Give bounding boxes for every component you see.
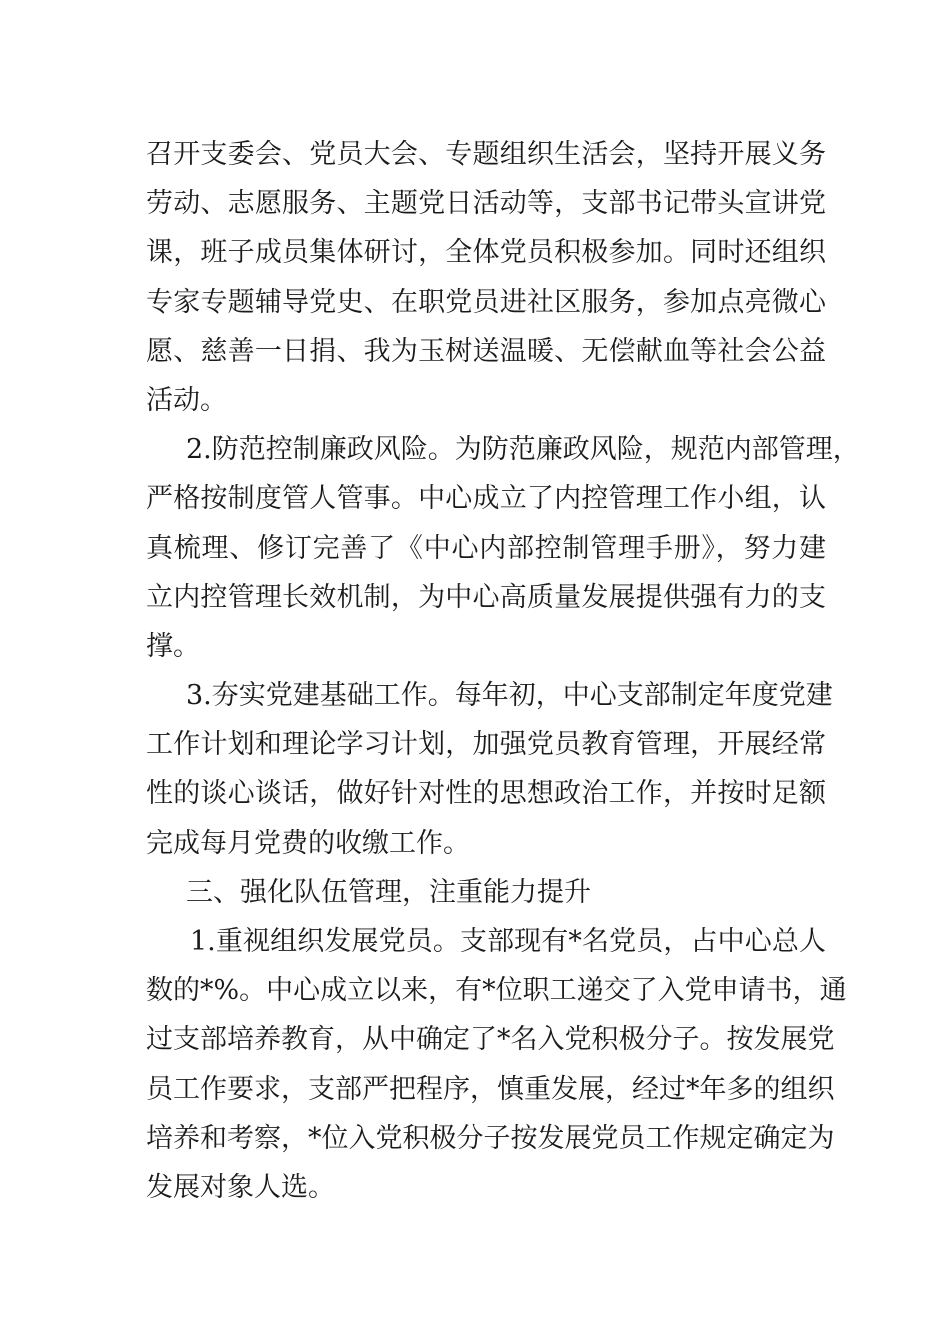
- text-line: 劳动、志愿服务、主题党日活动等，支部书记带头宣讲党: [146, 188, 826, 220]
- paragraph-party-building-basics: [146, 671, 833, 868]
- text-line: 完成每月党费的收缴工作。: [146, 827, 470, 859]
- text-line: 工作计划和理论学习计划，加强党员教育管理，开展经常: [146, 729, 826, 761]
- text-line: 1.重视组织发展党员。支部现有*名党员，占中心总人: [190, 926, 826, 957]
- text-line: 2.防范控制廉政风险。为防范廉政风险，规范内部管理，: [186, 434, 860, 466]
- section-heading-team-management: [146, 868, 826, 917]
- text-line: 3.夯实党建基础工作。每年初，中心支部制定年度党建: [186, 680, 833, 712]
- text-line: 召开支委会、党员大会、专题组织生活会，坚持开展义务: [146, 139, 826, 170]
- paragraph-party-activities: [146, 130, 826, 425]
- text-line: 活动。: [146, 384, 227, 416]
- text-line: 员工作要求，支部严把程序，慎重发展，经过*年多的组织: [146, 1073, 835, 1105]
- text-line: 过支部培养教育，从中确定了*名入党积极分子。按发展党: [146, 1024, 835, 1056]
- text-line: 数的*%。中心成立以来，有*位职工递交了入党申请书，通: [146, 975, 847, 1007]
- text-line: 性的谈心谈话，做好针对性的思想政治工作，并按时足额: [146, 778, 826, 810]
- text-line: 真梳理、修订完善了《中心内部控制管理手册》，努力建: [146, 532, 826, 564]
- section-heading: 三、强化队伍管理，注重能力提升: [186, 876, 591, 908]
- text-line: 课，班子成员集体研讨，全体党员积极参加。同时还组织: [146, 237, 826, 269]
- text-line: 严格按制度管人管事。中心成立了内控管理工作小组，认: [146, 483, 826, 515]
- text-line: 培养和考察，*位入党积极分子按发展党员工作规定确定为: [146, 1122, 835, 1154]
- document-body: [146, 130, 860, 1212]
- paragraph-integrity-risk: [146, 425, 860, 671]
- text-line: 专家专题辅导党史、在职党员进社区服务，参加点亮微心: [146, 286, 826, 318]
- text-line: 撑。: [146, 630, 200, 662]
- text-line: 立内控管理长效机制，为中心高质量发展提供强有力的支: [146, 581, 826, 613]
- text-line: 愿、慈善一日捐、我为玉树送温暖、无偿献血等社会公益: [146, 335, 826, 367]
- text-line: 发展对象人选。: [146, 1171, 335, 1203]
- paragraph-member-development: [146, 917, 847, 1212]
